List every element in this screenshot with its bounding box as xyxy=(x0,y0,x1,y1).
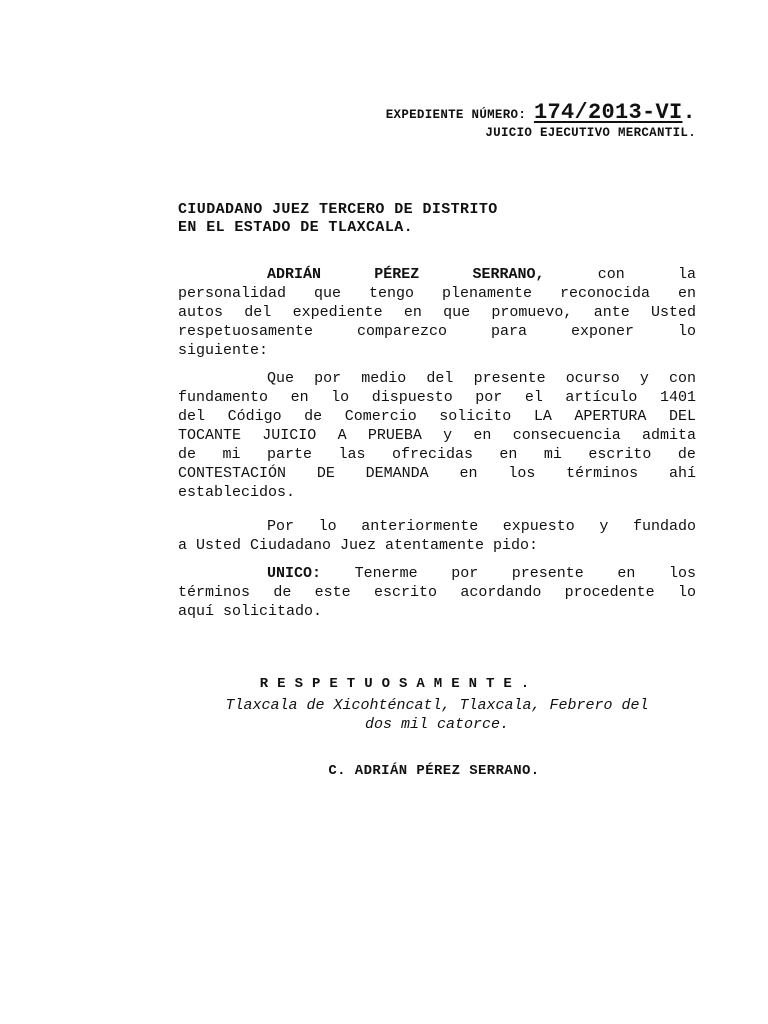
bold-word: PÉREZ xyxy=(374,266,420,283)
expediente-number: 174/2013-VI xyxy=(533,100,683,125)
word: parte xyxy=(266,446,312,463)
word: solicito xyxy=(439,408,512,425)
text-line: siguiente: xyxy=(178,342,269,359)
word: mi xyxy=(543,446,562,463)
word: términos xyxy=(566,465,639,482)
word: lo xyxy=(677,323,696,340)
word: CONTESTACIÓN xyxy=(178,465,287,482)
word: que xyxy=(314,285,342,302)
expediente-label: EXPEDIENTE NÚMERO: xyxy=(385,108,527,122)
word: escrito xyxy=(373,584,437,601)
word: por xyxy=(475,389,503,406)
addressee xyxy=(178,201,498,237)
word: ante xyxy=(593,304,630,321)
bold-word: SERRANO, xyxy=(472,266,545,283)
conclusion-paragraph xyxy=(178,517,696,555)
word: en xyxy=(499,446,518,463)
word: tengo xyxy=(368,285,414,302)
word: fundamento xyxy=(178,389,269,406)
word: comparezco xyxy=(357,323,448,340)
word: de xyxy=(677,446,696,463)
word: Tenerme xyxy=(354,565,418,582)
word: por xyxy=(314,370,342,387)
word: con xyxy=(668,370,696,387)
word: JUICIO xyxy=(262,427,317,444)
text-line xyxy=(178,445,696,464)
word: Que xyxy=(267,370,295,387)
word: los xyxy=(508,465,536,482)
word: personalidad xyxy=(178,285,287,302)
word: lo xyxy=(677,584,696,601)
text-line: establecidos. xyxy=(178,484,296,501)
word: y xyxy=(639,370,649,387)
word: admita xyxy=(641,427,696,444)
text-line xyxy=(178,407,696,426)
word: de xyxy=(304,408,323,425)
respetuosamente-heading: RESPETUOSAMENTE. xyxy=(259,676,539,692)
word: plenamente xyxy=(441,285,532,302)
word: con xyxy=(597,266,625,283)
word: DEMANDA xyxy=(365,465,429,482)
addressee-line: EN EL ESTADO DE TLAXCALA. xyxy=(178,219,414,236)
word: en xyxy=(473,427,492,444)
word: promuevo, xyxy=(491,304,573,321)
word: ahí xyxy=(668,465,696,482)
word: en xyxy=(290,389,309,406)
text-line xyxy=(178,322,696,341)
word: escrito xyxy=(588,446,652,463)
expediente-line xyxy=(386,100,696,125)
word: términos xyxy=(178,584,251,601)
word: mi xyxy=(222,446,241,463)
word: procedente xyxy=(564,584,655,601)
word: DE xyxy=(316,465,335,482)
text-line xyxy=(178,426,696,445)
signature-name: C. ADRIÁN PÉREZ SERRANO. xyxy=(328,763,540,779)
word: presente xyxy=(473,370,546,387)
request-paragraph xyxy=(178,369,696,502)
intro-paragraph xyxy=(178,265,696,360)
place-date-line: dos mil catorce. xyxy=(364,716,510,733)
text-line xyxy=(178,464,696,483)
word: anteriormente xyxy=(361,518,479,535)
bold-word: UNICO: xyxy=(267,565,322,582)
text-line xyxy=(178,517,696,536)
text-line xyxy=(178,369,696,388)
word: artículo xyxy=(565,389,638,406)
word: y xyxy=(443,427,453,444)
expediente-dot: . xyxy=(682,100,696,125)
word: que xyxy=(443,304,471,321)
word: fundado xyxy=(632,518,696,535)
word: respetuosamente xyxy=(178,323,314,340)
word: en xyxy=(617,565,636,582)
word: expediente xyxy=(292,304,383,321)
word: en xyxy=(677,285,696,302)
word: y xyxy=(599,518,609,535)
word: autos xyxy=(178,304,224,321)
word: en xyxy=(403,304,422,321)
word: lo xyxy=(331,389,350,406)
word: TOCANTE xyxy=(178,427,242,444)
word: del xyxy=(178,408,206,425)
word: de xyxy=(273,584,292,601)
word: medio xyxy=(361,370,407,387)
word: acordando xyxy=(460,584,542,601)
word: expuesto xyxy=(502,518,575,535)
word: ocurso xyxy=(565,370,620,387)
word: este xyxy=(314,584,351,601)
addressee-line: CIUDADANO JUEZ TERCERO DE DISTRITO xyxy=(178,201,498,218)
word: consecuencia xyxy=(512,427,621,444)
word: 1401 xyxy=(659,389,696,406)
word: dispuesto xyxy=(371,389,453,406)
text-line xyxy=(178,265,696,284)
bold-word: ADRIÁN xyxy=(267,266,322,283)
word: la xyxy=(677,266,696,283)
text-line xyxy=(178,303,696,322)
juicio-type: JUICIO EJECUTIVO MERCANTIL. xyxy=(485,126,696,140)
text-line xyxy=(178,583,696,602)
word: presente xyxy=(511,565,584,582)
word: del xyxy=(426,370,454,387)
word: PRUEBA xyxy=(367,427,422,444)
text-line xyxy=(178,564,696,583)
word: Usted xyxy=(650,304,696,321)
word: reconocida xyxy=(559,285,650,302)
word: en xyxy=(459,465,478,482)
text-line xyxy=(178,388,696,407)
word: los xyxy=(668,565,696,582)
word: por xyxy=(451,565,479,582)
word: Código xyxy=(227,408,282,425)
word: las xyxy=(338,446,366,463)
word: de xyxy=(178,446,197,463)
word: exponer xyxy=(570,323,634,340)
word: para xyxy=(490,323,527,340)
petition-paragraph xyxy=(178,564,696,621)
place-date xyxy=(178,696,696,734)
word: A xyxy=(337,427,347,444)
word: Por xyxy=(267,518,295,535)
text-line: aquí solicitado. xyxy=(178,603,323,620)
word: el xyxy=(524,389,543,406)
word: lo xyxy=(318,518,337,535)
text-line: a Usted Ciudadano Juez atentamente pido: xyxy=(178,537,539,554)
word: LA xyxy=(533,408,552,425)
word: DEL xyxy=(668,408,696,425)
word: APERTURA xyxy=(574,408,647,425)
word: del xyxy=(244,304,272,321)
place-date-line: Tlaxcala de Xicohténcatl, Tlaxcala, Febrero del xyxy=(225,697,649,714)
text-line xyxy=(178,284,696,303)
word: Comercio xyxy=(344,408,417,425)
word: ofrecidas xyxy=(391,446,473,463)
